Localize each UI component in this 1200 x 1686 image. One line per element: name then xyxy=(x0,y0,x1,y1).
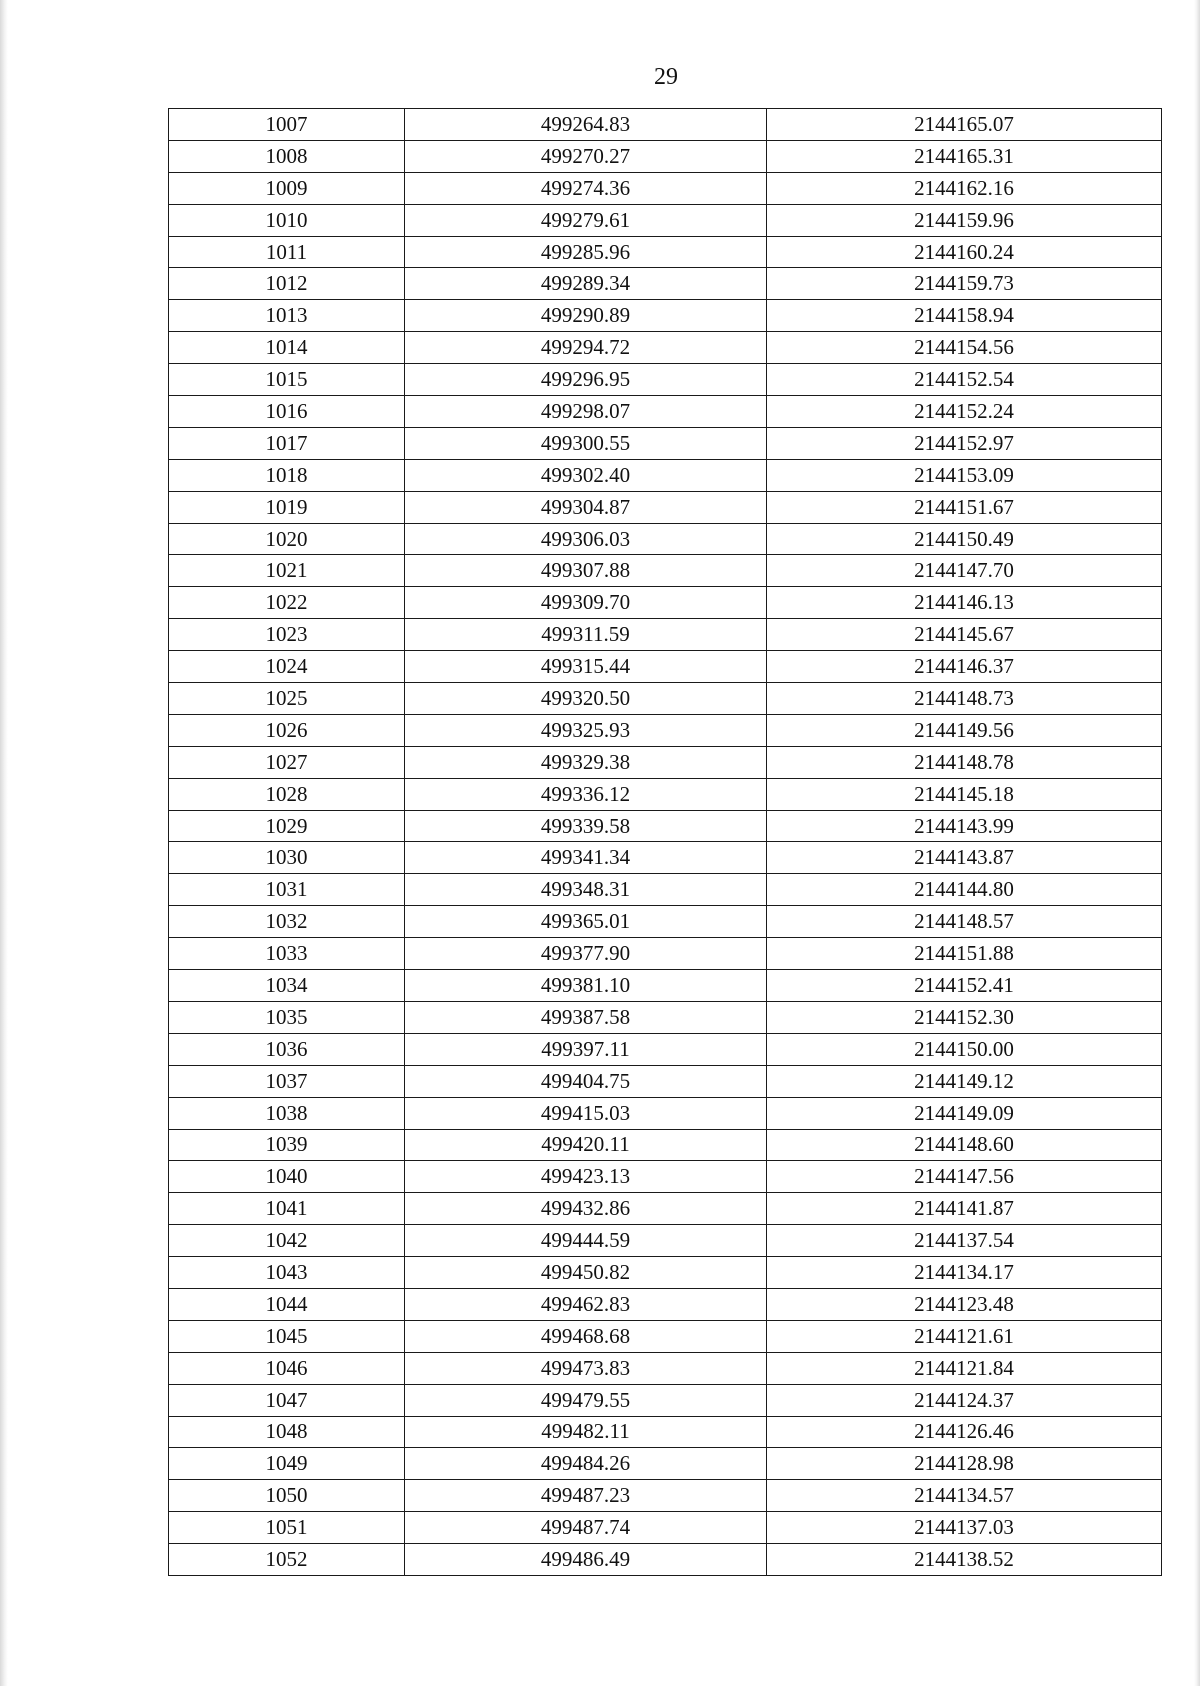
y-coordinate-cell: 2144148.78 xyxy=(767,746,1162,778)
point-id-cell: 1041 xyxy=(169,1193,405,1225)
table-row xyxy=(169,810,1162,842)
y-coordinate-cell: 2144144.80 xyxy=(767,874,1162,906)
table-row xyxy=(169,1065,1162,1097)
y-coordinate-cell: 2144134.57 xyxy=(767,1480,1162,1512)
x-coordinate-cell: 499309.70 xyxy=(405,587,767,619)
point-id-cell: 1007 xyxy=(169,109,405,141)
y-coordinate-cell: 2144147.56 xyxy=(767,1161,1162,1193)
point-id-cell: 1029 xyxy=(169,810,405,842)
table-row xyxy=(169,1384,1162,1416)
x-coordinate-cell: 499415.03 xyxy=(405,1097,767,1129)
x-coordinate-cell: 499423.13 xyxy=(405,1161,767,1193)
x-coordinate-cell: 499348.31 xyxy=(405,874,767,906)
point-id-cell: 1047 xyxy=(169,1384,405,1416)
point-id-cell: 1028 xyxy=(169,778,405,810)
x-coordinate-cell: 499279.61 xyxy=(405,204,767,236)
y-coordinate-cell: 2144159.96 xyxy=(767,204,1162,236)
x-coordinate-cell: 499339.58 xyxy=(405,810,767,842)
y-coordinate-cell: 2144143.99 xyxy=(767,810,1162,842)
x-coordinate-cell: 499487.23 xyxy=(405,1480,767,1512)
table-row xyxy=(169,236,1162,268)
table-row xyxy=(169,651,1162,683)
y-coordinate-cell: 2144146.37 xyxy=(767,651,1162,683)
point-id-cell: 1035 xyxy=(169,1001,405,1033)
point-id-cell: 1040 xyxy=(169,1161,405,1193)
y-coordinate-cell: 2144149.56 xyxy=(767,714,1162,746)
table-row xyxy=(169,587,1162,619)
table-row xyxy=(169,364,1162,396)
table-row xyxy=(169,140,1162,172)
point-id-cell: 1045 xyxy=(169,1320,405,1352)
table-row xyxy=(169,842,1162,874)
point-id-cell: 1009 xyxy=(169,172,405,204)
point-id-cell: 1031 xyxy=(169,874,405,906)
y-coordinate-cell: 2144152.24 xyxy=(767,396,1162,428)
table-row xyxy=(169,300,1162,332)
y-coordinate-cell: 2144152.30 xyxy=(767,1001,1162,1033)
table-row xyxy=(169,268,1162,300)
coordinates-table xyxy=(168,108,1162,1576)
x-coordinate-cell: 499487.74 xyxy=(405,1512,767,1544)
y-coordinate-cell: 2144150.49 xyxy=(767,523,1162,555)
x-coordinate-cell: 499404.75 xyxy=(405,1065,767,1097)
point-id-cell: 1010 xyxy=(169,204,405,236)
table-row xyxy=(169,1033,1162,1065)
x-coordinate-cell: 499444.59 xyxy=(405,1225,767,1257)
table-row xyxy=(169,1288,1162,1320)
y-coordinate-cell: 2144162.16 xyxy=(767,172,1162,204)
table-row xyxy=(169,523,1162,555)
point-id-cell: 1022 xyxy=(169,587,405,619)
point-id-cell: 1014 xyxy=(169,332,405,364)
x-coordinate-cell: 499325.93 xyxy=(405,714,767,746)
point-id-cell: 1024 xyxy=(169,651,405,683)
y-coordinate-cell: 2144121.61 xyxy=(767,1320,1162,1352)
y-coordinate-cell: 2144143.87 xyxy=(767,842,1162,874)
point-id-cell: 1008 xyxy=(169,140,405,172)
table-row xyxy=(169,491,1162,523)
table-row xyxy=(169,1001,1162,1033)
x-coordinate-cell: 499294.72 xyxy=(405,332,767,364)
x-coordinate-cell: 499473.83 xyxy=(405,1352,767,1384)
x-coordinate-cell: 499432.86 xyxy=(405,1193,767,1225)
scan-edge-left xyxy=(0,0,8,1686)
x-coordinate-cell: 499336.12 xyxy=(405,778,767,810)
x-coordinate-cell: 499320.50 xyxy=(405,683,767,715)
table-row xyxy=(169,1352,1162,1384)
point-id-cell: 1015 xyxy=(169,364,405,396)
point-id-cell: 1048 xyxy=(169,1416,405,1448)
table-row xyxy=(169,778,1162,810)
point-id-cell: 1011 xyxy=(169,236,405,268)
y-coordinate-cell: 2144145.18 xyxy=(767,778,1162,810)
table-row xyxy=(169,906,1162,938)
x-coordinate-cell: 499306.03 xyxy=(405,523,767,555)
point-id-cell: 1013 xyxy=(169,300,405,332)
y-coordinate-cell: 2144153.09 xyxy=(767,459,1162,491)
point-id-cell: 1033 xyxy=(169,938,405,970)
x-coordinate-cell: 499304.87 xyxy=(405,491,767,523)
y-coordinate-cell: 2144154.56 xyxy=(767,332,1162,364)
x-coordinate-cell: 499300.55 xyxy=(405,427,767,459)
point-id-cell: 1018 xyxy=(169,459,405,491)
y-coordinate-cell: 2144152.97 xyxy=(767,427,1162,459)
y-coordinate-cell: 2144128.98 xyxy=(767,1448,1162,1480)
point-id-cell: 1049 xyxy=(169,1448,405,1480)
x-coordinate-cell: 499484.26 xyxy=(405,1448,767,1480)
x-coordinate-cell: 499450.82 xyxy=(405,1257,767,1289)
y-coordinate-cell: 2144158.94 xyxy=(767,300,1162,332)
y-coordinate-cell: 2144137.03 xyxy=(767,1512,1162,1544)
point-id-cell: 1050 xyxy=(169,1480,405,1512)
y-coordinate-cell: 2144146.13 xyxy=(767,587,1162,619)
point-id-cell: 1051 xyxy=(169,1512,405,1544)
point-id-cell: 1036 xyxy=(169,1033,405,1065)
x-coordinate-cell: 499377.90 xyxy=(405,938,767,970)
coordinates-table-body xyxy=(169,109,1162,1576)
y-coordinate-cell: 2144151.88 xyxy=(767,938,1162,970)
x-coordinate-cell: 499468.68 xyxy=(405,1320,767,1352)
x-coordinate-cell: 499387.58 xyxy=(405,1001,767,1033)
x-coordinate-cell: 499285.96 xyxy=(405,236,767,268)
x-coordinate-cell: 499482.11 xyxy=(405,1416,767,1448)
table-row xyxy=(169,459,1162,491)
y-coordinate-cell: 2144149.12 xyxy=(767,1065,1162,1097)
y-coordinate-cell: 2144147.70 xyxy=(767,555,1162,587)
page-number: 29 xyxy=(654,64,678,90)
table-row xyxy=(169,874,1162,906)
y-coordinate-cell: 2144165.07 xyxy=(767,109,1162,141)
y-coordinate-cell: 2144160.24 xyxy=(767,236,1162,268)
table-row xyxy=(169,555,1162,587)
table-row xyxy=(169,683,1162,715)
point-id-cell: 1027 xyxy=(169,746,405,778)
table-row xyxy=(169,619,1162,651)
table-row xyxy=(169,427,1162,459)
table-row xyxy=(169,938,1162,970)
x-coordinate-cell: 499381.10 xyxy=(405,970,767,1002)
y-coordinate-cell: 2144152.54 xyxy=(767,364,1162,396)
table-row xyxy=(169,1161,1162,1193)
table-row xyxy=(169,1448,1162,1480)
table-row xyxy=(169,1480,1162,1512)
x-coordinate-cell: 499307.88 xyxy=(405,555,767,587)
y-coordinate-cell: 2144134.17 xyxy=(767,1257,1162,1289)
table-row xyxy=(169,970,1162,1002)
point-id-cell: 1016 xyxy=(169,396,405,428)
point-id-cell: 1017 xyxy=(169,427,405,459)
x-coordinate-cell: 499264.83 xyxy=(405,109,767,141)
y-coordinate-cell: 2144165.31 xyxy=(767,140,1162,172)
y-coordinate-cell: 2144126.46 xyxy=(767,1416,1162,1448)
table-row xyxy=(169,1097,1162,1129)
y-coordinate-cell: 2144148.60 xyxy=(767,1129,1162,1161)
y-coordinate-cell: 2144137.54 xyxy=(767,1225,1162,1257)
y-coordinate-cell: 2144159.73 xyxy=(767,268,1162,300)
x-coordinate-cell: 499298.07 xyxy=(405,396,767,428)
point-id-cell: 1046 xyxy=(169,1352,405,1384)
point-id-cell: 1026 xyxy=(169,714,405,746)
y-coordinate-cell: 2144152.41 xyxy=(767,970,1162,1002)
table-row xyxy=(169,746,1162,778)
point-id-cell: 1032 xyxy=(169,906,405,938)
x-coordinate-cell: 499290.89 xyxy=(405,300,767,332)
table-row xyxy=(169,1225,1162,1257)
point-id-cell: 1039 xyxy=(169,1129,405,1161)
x-coordinate-cell: 499486.49 xyxy=(405,1544,767,1576)
table-row xyxy=(169,204,1162,236)
y-coordinate-cell: 2144148.73 xyxy=(767,683,1162,715)
table-row xyxy=(169,1544,1162,1576)
x-coordinate-cell: 499420.11 xyxy=(405,1129,767,1161)
point-id-cell: 1052 xyxy=(169,1544,405,1576)
point-id-cell: 1038 xyxy=(169,1097,405,1129)
y-coordinate-cell: 2144151.67 xyxy=(767,491,1162,523)
point-id-cell: 1044 xyxy=(169,1288,405,1320)
point-id-cell: 1043 xyxy=(169,1257,405,1289)
table-row xyxy=(169,1193,1162,1225)
x-coordinate-cell: 499296.95 xyxy=(405,364,767,396)
table-row xyxy=(169,172,1162,204)
y-coordinate-cell: 2144121.84 xyxy=(767,1352,1162,1384)
point-id-cell: 1012 xyxy=(169,268,405,300)
x-coordinate-cell: 499462.83 xyxy=(405,1288,767,1320)
point-id-cell: 1042 xyxy=(169,1225,405,1257)
table-row xyxy=(169,1512,1162,1544)
point-id-cell: 1037 xyxy=(169,1065,405,1097)
y-coordinate-cell: 2144150.00 xyxy=(767,1033,1162,1065)
point-id-cell: 1023 xyxy=(169,619,405,651)
x-coordinate-cell: 499479.55 xyxy=(405,1384,767,1416)
x-coordinate-cell: 499270.27 xyxy=(405,140,767,172)
point-id-cell: 1019 xyxy=(169,491,405,523)
point-id-cell: 1030 xyxy=(169,842,405,874)
table-row xyxy=(169,1416,1162,1448)
scan-edge-right xyxy=(1194,0,1200,1686)
table-row xyxy=(169,332,1162,364)
point-id-cell: 1020 xyxy=(169,523,405,555)
y-coordinate-cell: 2144149.09 xyxy=(767,1097,1162,1129)
y-coordinate-cell: 2144138.52 xyxy=(767,1544,1162,1576)
x-coordinate-cell: 499311.59 xyxy=(405,619,767,651)
x-coordinate-cell: 499315.44 xyxy=(405,651,767,683)
table-row xyxy=(169,1257,1162,1289)
y-coordinate-cell: 2144123.48 xyxy=(767,1288,1162,1320)
y-coordinate-cell: 2144148.57 xyxy=(767,906,1162,938)
point-id-cell: 1034 xyxy=(169,970,405,1002)
table-row xyxy=(169,396,1162,428)
y-coordinate-cell: 2144141.87 xyxy=(767,1193,1162,1225)
x-coordinate-cell: 499397.11 xyxy=(405,1033,767,1065)
x-coordinate-cell: 499274.36 xyxy=(405,172,767,204)
table-row xyxy=(169,714,1162,746)
table-row xyxy=(169,1320,1162,1352)
y-coordinate-cell: 2144145.67 xyxy=(767,619,1162,651)
x-coordinate-cell: 499329.38 xyxy=(405,746,767,778)
x-coordinate-cell: 499365.01 xyxy=(405,906,767,938)
table-row xyxy=(169,1129,1162,1161)
x-coordinate-cell: 499341.34 xyxy=(405,842,767,874)
y-coordinate-cell: 2144124.37 xyxy=(767,1384,1162,1416)
x-coordinate-cell: 499302.40 xyxy=(405,459,767,491)
point-id-cell: 1025 xyxy=(169,683,405,715)
x-coordinate-cell: 499289.34 xyxy=(405,268,767,300)
table-row xyxy=(169,109,1162,141)
point-id-cell: 1021 xyxy=(169,555,405,587)
